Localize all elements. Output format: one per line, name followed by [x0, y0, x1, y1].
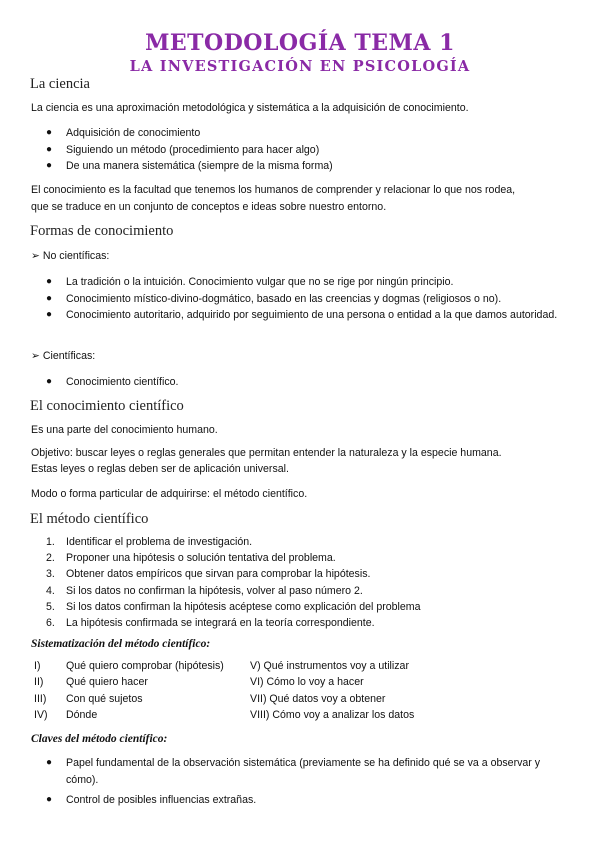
list-item: ● Adquisición de conocimiento: [30, 125, 333, 142]
subheading-no-cientificas: ➢ No científicas:: [31, 250, 110, 262]
document-title: METODOLOGÍA TEMA 1: [145, 30, 455, 56]
heading-claves: Claves del método científico:: [31, 733, 168, 745]
list-item: 5. Si los datos confirman la hipótesis acéptese como explicación del problema: [46, 600, 421, 613]
list-item: ● Conocimiento autoritario, adquirido por seguimiento de una persona o entidad a la que damos autoridad.: [30, 307, 570, 324]
list-item: 3. Obtener datos empíricos que sirvan para comprobar la hipótesis.: [46, 568, 371, 581]
list-item: ● La tradición o la intuición. Conocimiento vulgar que no se rige por ningún principio.: [30, 274, 570, 291]
heading-sistematizacion: Sistematización del método científico:: [31, 638, 211, 650]
bullet-icon: ●: [46, 757, 53, 768]
list-item: ● Conocimiento místico-divino-dogmático, basado en las creencias y dogmas (religiosos o no).: [30, 291, 570, 308]
bullet-icon: ●: [46, 292, 53, 304]
bullet-icon: ●: [46, 160, 53, 171]
bullet-icon: ●: [46, 276, 53, 287]
bullet-icon: ●: [46, 127, 53, 138]
paragraph: La ciencia es una aproximación metodológica y sistemática a la adquisición de conocimiento.: [31, 102, 469, 114]
paragraph: Es una parte del conocimiento humano.: [31, 424, 218, 436]
heading-metodo-cientifico: El método científico: [30, 511, 149, 527]
list-item: 6. La hipótesis confirmada se integrará en la teoría correspondiente.: [46, 617, 375, 630]
bullet-icon: ●: [46, 309, 53, 320]
bullet-list: [30, 125, 333, 175]
heading-la-ciencia: La ciencia: [30, 76, 90, 92]
list-item: ● Control de posibles influencias extrañas.: [30, 792, 570, 809]
paragraph: Objetivo: buscar leyes o reglas generales que permitan entender la naturaleza y la especie humana.: [31, 447, 502, 459]
document-subtitle: LA INVESTIGACIÓN EN PSICOLOGÍA: [129, 58, 471, 75]
list-item: ● Siguiendo un método (procedimiento para hacer algo): [30, 142, 333, 159]
list-item: ● Conocimiento científico.: [30, 374, 178, 391]
subheading-cientificas: ➢ Científicas:: [31, 350, 96, 362]
list-item: ● De una manera sistemática (siempre de la misma forma): [30, 158, 333, 175]
bullet-icon: ●: [46, 376, 53, 387]
paragraph: Estas leyes o reglas deben ser de aplicación universal.: [31, 463, 289, 475]
paragraph: El conocimiento es la facultad que tenemos los humanos de comprender y relacionar lo que nos rodea,: [31, 184, 516, 196]
bullet-list: [30, 274, 570, 324]
numbered-list: [30, 534, 421, 631]
list-item: 2. Proponer una hipótesis o solución tentativa del problema.: [46, 552, 336, 565]
bullet-icon: ●: [46, 794, 53, 805]
list-item: 4. Si los datos no confirman la hipótesis, volver al paso número 2.: [46, 584, 363, 597]
paragraph: Modo o forma particular de adquirirse: el método científico.: [31, 488, 308, 500]
list-item: 1. Identificar el problema de investigación.: [46, 536, 253, 548]
bullet-list: [30, 374, 178, 391]
heading-formas-conocimiento: Formas de conocimiento: [30, 223, 174, 239]
heading-conocimiento-cientifico: El conocimiento científico: [30, 398, 184, 414]
list-item: ● Papel fundamental de la observación sistemática (previamente se ha definido qué se va a observar y cómo).: [46, 757, 541, 786]
bullet-icon: ●: [46, 143, 53, 155]
paragraph: que se traduce en un conjunto de conceptos e ideas sobre nuestro entorno.: [31, 201, 387, 213]
bullet-list: [30, 755, 570, 809]
